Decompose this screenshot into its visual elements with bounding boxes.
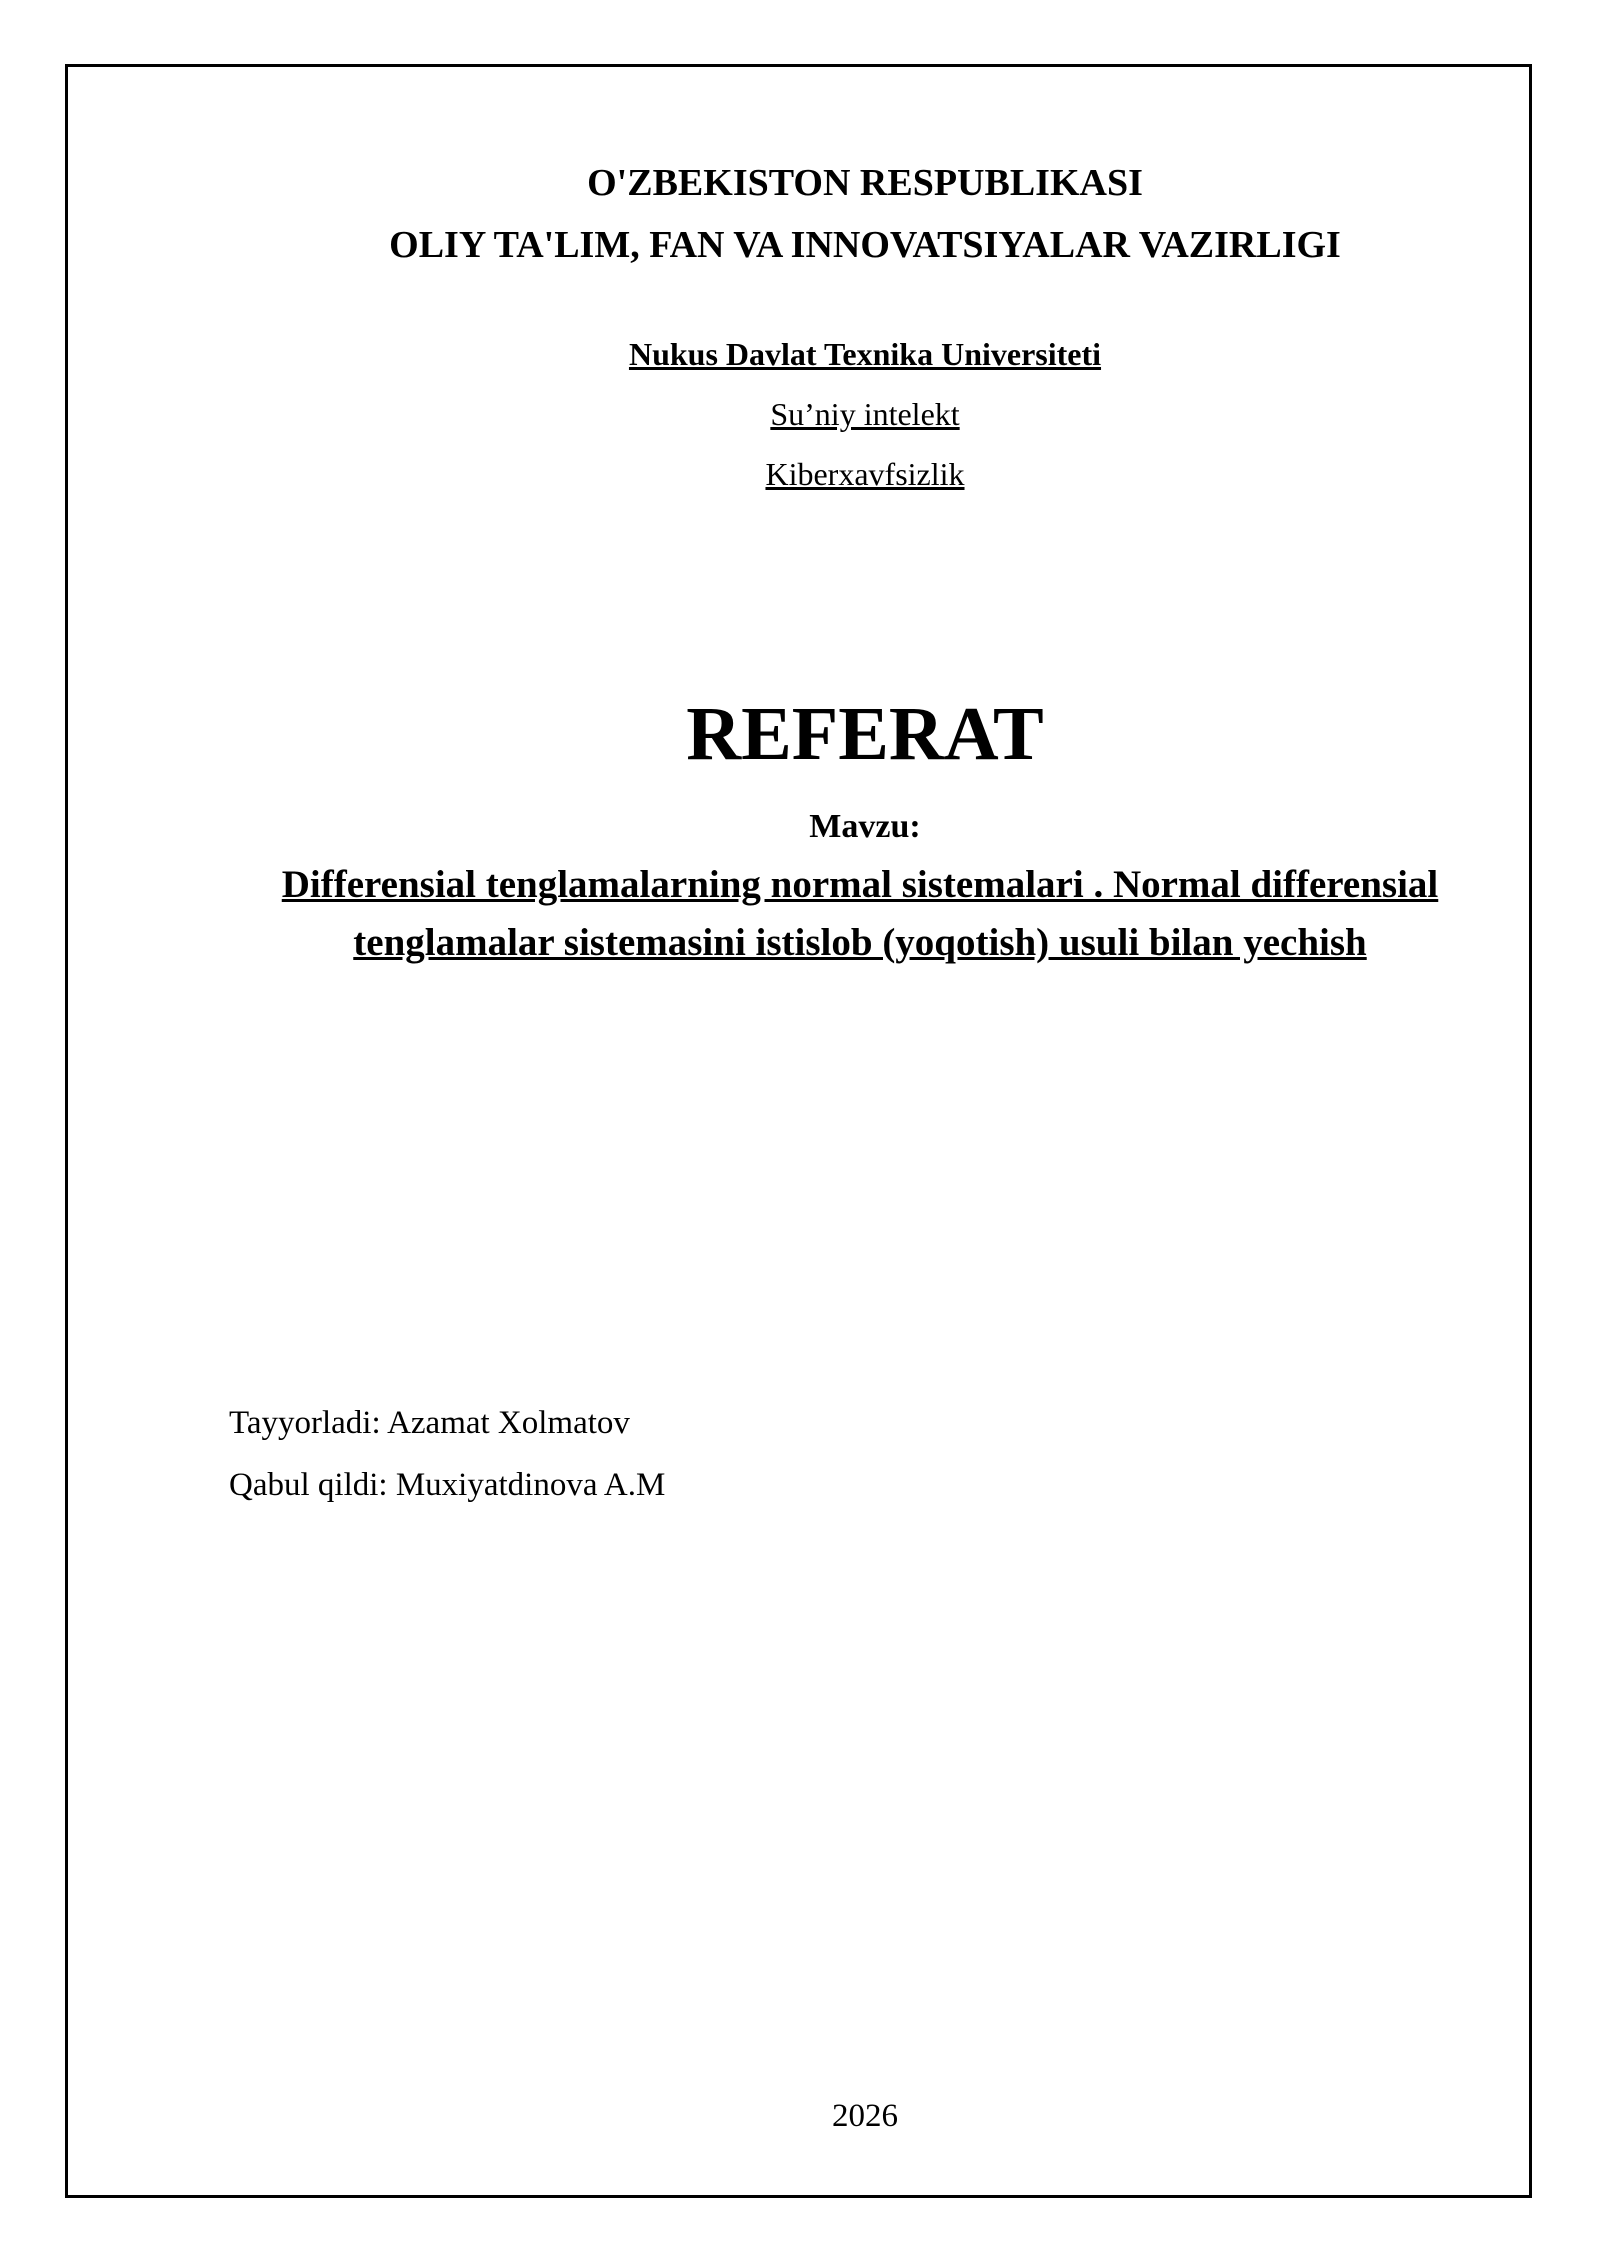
department-name: Kiberxavfsizlik [765,456,965,492]
document-type: REFERAT [686,692,1044,776]
page-frame [65,64,1532,2198]
topic-label: Mavzu: [809,808,921,845]
ministry-header [66,152,1600,276]
accepted-by: Qabul qildi: Muxiyatdinova A.M [229,1467,666,1503]
country-title: O'ZBEKISTON RESPUBLIKASI [587,162,1143,204]
prepared-by: Tayyorladi: Azamat Xolmatov [229,1405,630,1441]
ministry-title: OLIY TA'LIM, FAN VA INNOVATSIYALAR VAZIRLIGI [389,224,1341,266]
credits-block [229,1392,665,1516]
year: 2026 [832,2098,898,2134]
university-name: Nukus Davlat Texnika Universiteti [628,336,1102,372]
faculty-name: Su’niy intelekt [770,396,960,432]
topic-title: Differensial tenglamalarning normal sistemalari . Normal differensial tenglamalar sistemasini istislob (yoqotish) usuli bilan yechish [281,863,1439,964]
